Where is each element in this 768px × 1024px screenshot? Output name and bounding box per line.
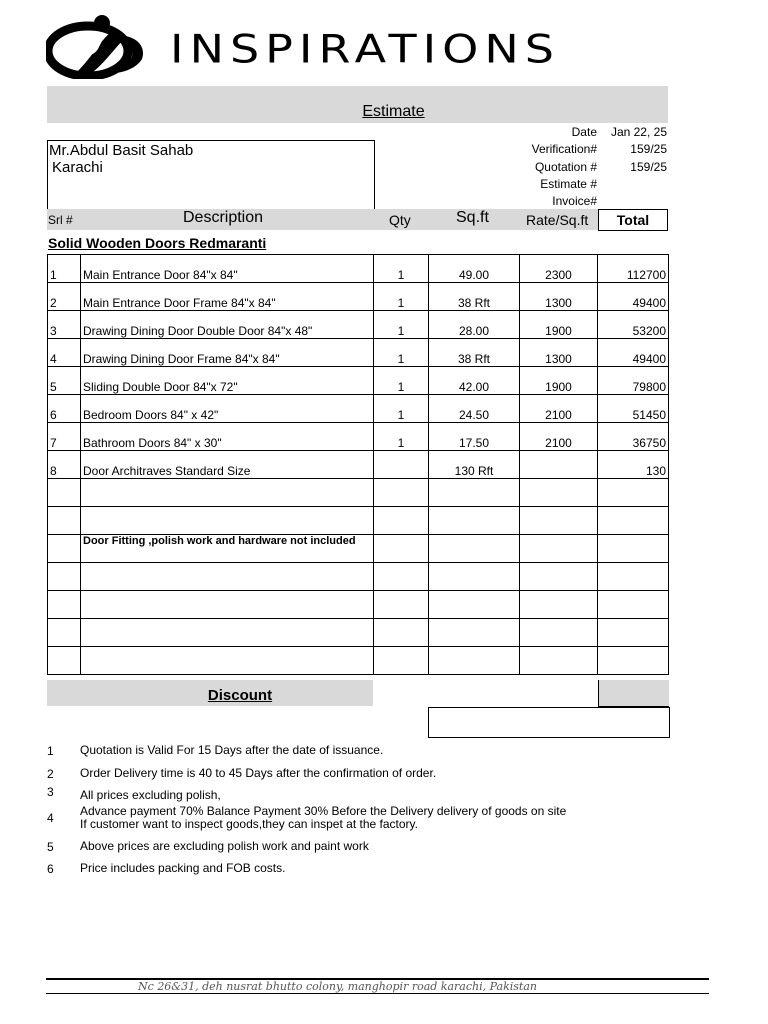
item-qty bbox=[374, 591, 429, 619]
item-description: Bathroom Doors 84" x 30" bbox=[81, 423, 374, 451]
item-srl: 3 bbox=[48, 311, 81, 339]
table-row bbox=[48, 619, 669, 647]
item-sqft bbox=[429, 535, 520, 563]
item-description: Drawing Dining Door Double Door 84"x 48" bbox=[81, 311, 374, 339]
item-total: 53200 bbox=[598, 311, 669, 339]
item-sqft: 24.50 bbox=[429, 395, 520, 423]
item-description bbox=[81, 479, 374, 507]
item-srl bbox=[48, 647, 81, 675]
item-sqft: 38 Rft bbox=[429, 283, 520, 311]
column-header-total: Total bbox=[598, 209, 668, 231]
item-total bbox=[598, 619, 669, 647]
meta-verification-value: 159/25 bbox=[630, 142, 667, 156]
item-sqft bbox=[429, 619, 520, 647]
item-total: 112700 bbox=[598, 255, 669, 283]
item-sqft bbox=[429, 563, 520, 591]
item-sqft: 49.00 bbox=[429, 255, 520, 283]
item-sqft: 17.50 bbox=[429, 423, 520, 451]
item-rate bbox=[520, 507, 598, 535]
item-sqft bbox=[429, 591, 520, 619]
term-text: Price includes packing and FOB costs. bbox=[80, 861, 286, 875]
item-qty: 1 bbox=[374, 395, 429, 423]
item-srl: 5 bbox=[48, 367, 81, 395]
term-number: 3 bbox=[47, 785, 54, 799]
item-srl: 1 bbox=[48, 255, 81, 283]
item-qty bbox=[374, 451, 429, 479]
item-description: Bedroom Doors 84" x 42" bbox=[81, 395, 374, 423]
document-title: Estimate bbox=[362, 103, 425, 120]
term-number: 4 bbox=[47, 811, 54, 825]
term-text: Quotation is Valid For 15 Days after the date of issuance. bbox=[80, 743, 384, 757]
term-number: 1 bbox=[47, 744, 54, 758]
item-qty: 1 bbox=[374, 339, 429, 367]
item-description: Main Entrance Door Frame 84"x 84" bbox=[81, 283, 374, 311]
footer-divider bbox=[46, 993, 709, 994]
item-sqft: 42.00 bbox=[429, 367, 520, 395]
column-header-description: Description bbox=[183, 209, 264, 226]
item-qty: 1 bbox=[374, 255, 429, 283]
item-sqft: 130 Rft bbox=[429, 451, 520, 479]
item-qty bbox=[374, 563, 429, 591]
term-text: Above prices are excluding polish work and paint work bbox=[80, 839, 369, 853]
item-total: 49400 bbox=[598, 283, 669, 311]
term-number: 5 bbox=[47, 840, 54, 854]
item-description bbox=[81, 591, 374, 619]
item-rate: 1300 bbox=[520, 283, 598, 311]
item-srl: 7 bbox=[48, 423, 81, 451]
item-total: 79800 bbox=[598, 367, 669, 395]
item-srl bbox=[48, 535, 81, 563]
item-total: 51450 bbox=[598, 395, 669, 423]
item-qty: 1 bbox=[374, 283, 429, 311]
meta-quotation-label: Quotation # bbox=[534, 160, 597, 174]
item-sqft: 28.00 bbox=[429, 311, 520, 339]
item-rate: 2100 bbox=[520, 423, 598, 451]
item-rate: 1900 bbox=[520, 311, 598, 339]
discount-total-cell bbox=[598, 680, 669, 707]
brand-logo-icon bbox=[46, 15, 150, 84]
item-rate bbox=[520, 451, 598, 479]
item-total bbox=[598, 479, 669, 507]
item-description bbox=[81, 619, 374, 647]
item-description bbox=[81, 647, 374, 675]
column-header-rate: Rate/Sq.ft bbox=[526, 212, 589, 228]
item-total bbox=[598, 647, 669, 675]
table-row bbox=[48, 395, 669, 423]
column-header-srl: Srl # bbox=[48, 213, 73, 227]
item-qty: 1 bbox=[374, 423, 429, 451]
table-row bbox=[48, 591, 669, 619]
item-srl: 8 bbox=[48, 451, 81, 479]
meta-verification-label: Verification# bbox=[531, 142, 597, 156]
client-name: Mr.Abdul Basit Sahab bbox=[49, 142, 194, 159]
column-header-sqft: Sq.ft bbox=[456, 209, 489, 226]
meta-estimate-label: Estimate # bbox=[540, 177, 597, 191]
item-qty bbox=[374, 479, 429, 507]
item-qty bbox=[374, 507, 429, 535]
item-description: Drawing Dining Door Frame 84"x 84" bbox=[81, 339, 374, 367]
discount-label: Discount bbox=[207, 687, 273, 704]
item-srl bbox=[48, 507, 81, 535]
grand-total-box bbox=[428, 707, 670, 738]
item-rate bbox=[520, 619, 598, 647]
item-srl: 6 bbox=[48, 395, 81, 423]
item-description bbox=[81, 563, 374, 591]
item-qty: 1 bbox=[374, 311, 429, 339]
item-sqft: 38 Rft bbox=[429, 339, 520, 367]
item-total bbox=[598, 507, 669, 535]
item-rate: 2100 bbox=[520, 395, 598, 423]
item-qty bbox=[374, 619, 429, 647]
table-row bbox=[48, 283, 669, 311]
meta-date-value: Jan 22, 25 bbox=[610, 125, 667, 139]
section-title: Solid Wooden Doors Redmaranti bbox=[48, 235, 267, 251]
item-total: 36750 bbox=[598, 423, 669, 451]
item-description: Main Entrance Door 84"x 84" bbox=[81, 255, 374, 283]
term-text: Order Delivery time is 40 to 45 Days after the confirmation of order. bbox=[80, 766, 437, 780]
item-rate: 1900 bbox=[520, 367, 598, 395]
item-total: 49400 bbox=[598, 339, 669, 367]
item-qty bbox=[374, 535, 429, 563]
item-description: Door Fitting ,polish work and hardware not included bbox=[81, 535, 374, 563]
footer-address: Nc 26&31, deh nusrat bhutto colony, manghopir road karachi, Pakistan bbox=[138, 980, 537, 993]
meta-invoice-label: Invoice# bbox=[552, 194, 597, 208]
item-qty: 1 bbox=[374, 367, 429, 395]
table-row bbox=[48, 647, 669, 675]
table-row bbox=[48, 563, 669, 591]
table-row bbox=[48, 255, 669, 283]
table-row bbox=[48, 535, 669, 563]
item-srl: 4 bbox=[48, 339, 81, 367]
item-rate bbox=[520, 479, 598, 507]
item-description bbox=[81, 507, 374, 535]
table-row bbox=[48, 451, 669, 479]
table-row bbox=[48, 311, 669, 339]
term-text: Advance payment 70% Balance Payment 30% Before the Delivery delivery of goods on site If customer want to inspect goods,they can inspet at the factory. bbox=[80, 804, 567, 831]
item-srl bbox=[48, 563, 81, 591]
item-total bbox=[598, 563, 669, 591]
item-sqft bbox=[429, 647, 520, 675]
meta-date-label: Date bbox=[571, 125, 597, 139]
item-sqft bbox=[429, 479, 520, 507]
table-row bbox=[48, 367, 669, 395]
column-header-qty: Qty bbox=[389, 212, 411, 228]
item-description: Door Architraves Standard Size bbox=[81, 451, 374, 479]
item-rate: 2300 bbox=[520, 255, 598, 283]
item-srl bbox=[48, 591, 81, 619]
table-row bbox=[48, 423, 669, 451]
table-row bbox=[48, 479, 669, 507]
brand-name: INSPIRATIONS bbox=[170, 26, 560, 72]
item-sqft bbox=[429, 507, 520, 535]
item-srl: 2 bbox=[48, 283, 81, 311]
item-rate bbox=[520, 535, 598, 563]
term-number: 6 bbox=[47, 862, 54, 876]
item-rate bbox=[520, 647, 598, 675]
items-table bbox=[47, 254, 669, 675]
item-srl bbox=[48, 479, 81, 507]
table-row bbox=[48, 339, 669, 367]
item-rate bbox=[520, 591, 598, 619]
table-row bbox=[48, 507, 669, 535]
item-rate: 1300 bbox=[520, 339, 598, 367]
item-srl bbox=[48, 619, 81, 647]
client-city: Karachi bbox=[52, 159, 103, 176]
term-number: 2 bbox=[47, 767, 54, 781]
meta-quotation-value: 159/25 bbox=[630, 160, 667, 174]
term-text: All prices excluding polish, bbox=[80, 788, 221, 802]
client-box bbox=[47, 140, 375, 210]
item-qty bbox=[374, 647, 429, 675]
item-rate bbox=[520, 563, 598, 591]
item-total bbox=[598, 591, 669, 619]
item-total bbox=[598, 535, 669, 563]
item-description: Sliding Double Door 84"x 72" bbox=[81, 367, 374, 395]
item-total: 130 bbox=[598, 451, 669, 479]
